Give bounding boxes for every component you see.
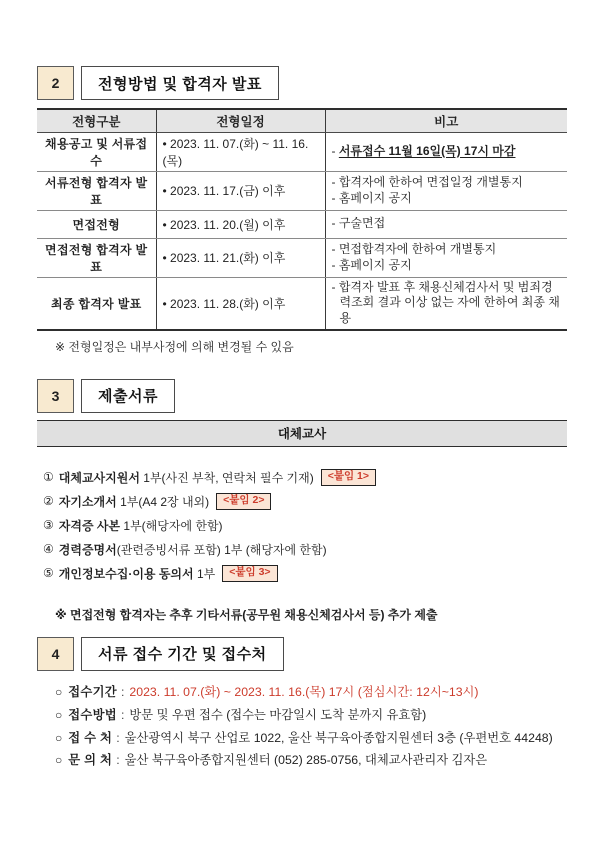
row-category: 최종 합격자 발표 <box>50 296 142 311</box>
row-remark: - 면접합격자에 한하여 개별통지 <box>331 241 497 256</box>
section-3-header <box>37 379 567 413</box>
section-4-number-box: 4 <box>37 637 74 671</box>
row-category: 면접전형 <box>37 210 156 238</box>
list-item <box>55 753 567 768</box>
document-name: 경력증명서 <box>58 542 117 557</box>
document-name: 자기소개서 <box>58 494 117 509</box>
document-name: 개인정보수집·이용 동의서 <box>58 566 194 581</box>
document-name: 대체교사지원서 <box>58 470 140 485</box>
section-3-title: 제출서류 <box>81 379 175 413</box>
remark-dash: - <box>331 143 336 158</box>
col-header-schedule: 전형일정 <box>156 109 325 132</box>
section-2-number-box: 2 <box>37 66 74 100</box>
item-marker: ② <box>43 494 54 509</box>
attachment-badge: <붙임 2> <box>216 493 271 510</box>
info-label: 접수기간 <box>68 684 117 699</box>
section-3-number-box: 3 <box>37 379 74 413</box>
info-label: 문 의 처 <box>68 753 113 768</box>
additional-submission-note: ※ 면접전형 합격자는 추후 기타서류(공무원 채용신체검사서 등) 추가 제출 <box>55 607 438 622</box>
info-value: 울산 북구육아종합지원센터 (052) 285-0756, 대체교사관리자 김자은 <box>124 753 488 768</box>
row-remark: - 구술면접 <box>331 216 386 231</box>
document-detail: 1부(A4 2장 내외) <box>120 494 210 509</box>
section-2-header <box>37 66 567 100</box>
colon: : <box>120 707 125 722</box>
circle-bullet: ○ <box>55 730 63 745</box>
category-bar: 대체교사 <box>37 420 567 447</box>
document-list <box>43 469 567 582</box>
row-remark: - 홈페이지 공지 <box>331 190 412 205</box>
info-label: 접 수 처 <box>68 730 113 745</box>
table-row <box>37 238 567 277</box>
deadline-emphasis: 서류접수 11월 16일(목) 17시 마감 <box>338 143 516 158</box>
table-row <box>37 210 567 238</box>
row-category: 채용공고 및 서류접수 <box>37 132 156 171</box>
row-schedule: • 2023. 11. 20.(월) 이후 <box>156 210 325 238</box>
colon: : <box>116 730 120 745</box>
row-remark: - 합격자에 한하여 면접일정 개별통지 <box>331 174 523 189</box>
circle-bullet: ○ <box>55 753 63 768</box>
list-item <box>43 541 567 558</box>
row-remark: - 홈페이지 공지 <box>331 257 412 272</box>
row-schedule: • 2023. 11. 28.(화) 이후 <box>156 277 325 330</box>
item-marker: ① <box>43 470 54 485</box>
list-item <box>43 565 567 582</box>
info-label: 접수방법 <box>68 707 117 722</box>
row-schedule: • 2023. 11. 07.(화) ~ 11. 16.(목) <box>156 132 325 171</box>
row-category: 면접전형 합격자 발표 <box>37 238 156 277</box>
info-value: 2023. 11. 07.(화) ~ 2023. 11. 16.(목) 17시 (점심시간: 12시~13시) <box>129 684 479 699</box>
colon: : <box>116 753 120 768</box>
reception-info-list <box>55 685 567 768</box>
table-row <box>37 132 567 171</box>
row-remark: - 합격자 발표 후 채용신체검사서 및 범죄경력조회 결과 이상 없는 자에 한하여 최종 채용 <box>331 279 560 326</box>
document-detail: 1부 <box>196 566 216 581</box>
colon: : <box>120 684 125 699</box>
schedule-change-note: ※ 전형일정은 내부사정에 의해 변경될 수 있음 <box>55 339 294 354</box>
list-item <box>55 708 567 723</box>
item-marker: ④ <box>43 542 54 557</box>
list-item <box>43 469 567 486</box>
section-2-title: 전형방법 및 합격자 발표 <box>81 66 279 100</box>
list-item <box>43 517 567 534</box>
circle-bullet: ○ <box>55 684 63 699</box>
col-header-remarks: 비고 <box>325 109 567 132</box>
col-header-category: 전형구분 <box>37 109 156 132</box>
attachment-badge: <붙임 3> <box>222 565 277 582</box>
row-category: 서류전형 합격자 발표 <box>37 171 156 210</box>
info-value: 방문 및 우편 접수 (접수는 마감일시 도착 분까지 유효함) <box>129 707 427 722</box>
list-item <box>43 493 567 510</box>
circle-bullet: ○ <box>55 707 63 722</box>
document-detail: 1부(사진 부착, 연락처 필수 기재) <box>143 470 314 485</box>
item-marker: ③ <box>43 518 54 533</box>
list-item <box>55 731 567 746</box>
document-name: 자격증 사본 <box>58 518 121 533</box>
row-remark <box>332 144 562 160</box>
table-row <box>37 171 567 210</box>
row-schedule: • 2023. 11. 21.(화) 이후 <box>156 238 325 277</box>
list-item <box>55 685 567 700</box>
selection-schedule-table <box>37 108 567 331</box>
table-header-row <box>37 109 567 132</box>
document-detail: (관련증빙서류 포함) 1부 (해당자에 한함) <box>116 542 327 557</box>
attachment-badge: <붙임 1> <box>321 469 376 486</box>
item-marker: ⑤ <box>43 566 54 581</box>
table-row <box>37 277 567 330</box>
row-schedule: • 2023. 11. 17.(금) 이후 <box>156 171 325 210</box>
section-4-title: 서류 접수 기간 및 접수처 <box>81 637 284 671</box>
info-value: 울산광역시 북구 산업로 1022, 울산 북구육아종합지원센터 3층 (우편번호 44248) <box>124 730 553 745</box>
document-detail: 1부(해당자에 한함) <box>123 518 223 533</box>
section-4-header <box>37 637 567 671</box>
